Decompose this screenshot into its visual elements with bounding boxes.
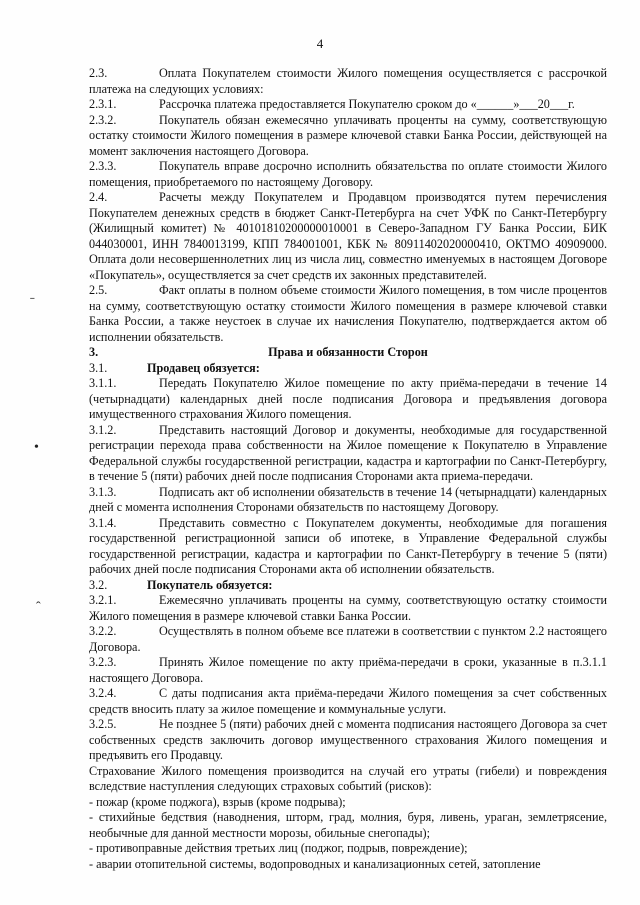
clause-text: Принять Жилое помещение по акту приёма-передачи в сроки, указанные в п.3.1.1 настоящего Договора.	[89, 655, 607, 685]
paragraph	[89, 764, 607, 795]
clause-number: 3.2.5.	[89, 717, 117, 731]
margin-mark: ˆ	[36, 600, 41, 615]
section-number: 3.	[89, 345, 99, 359]
list-item	[89, 841, 607, 857]
paragraph	[89, 66, 607, 97]
clause-number: 2.4.	[89, 190, 108, 204]
paragraph	[89, 283, 607, 345]
paragraph	[89, 593, 607, 624]
list-item	[89, 857, 607, 873]
clause-number: 3.1.1.	[89, 376, 117, 390]
margin-mark: •	[34, 440, 39, 455]
clause-text: Подписать акт об исполнении обязательств в течение 14 (четырнадцати) календарных дней с момента исполнения Сторонами обязательств по настоящему Договору.	[89, 484, 607, 514]
paragraph	[89, 655, 607, 686]
clause-text: Передать Покупателю Жилое помещение по акту приёма-передачи в течение 14 (четырнадцати) календарных дней после подписания Договора и предъявления договора имущественного страхования Жилого помещения.	[89, 376, 607, 421]
risk-item: - аварии отопительной системы, водопроводных и канализационных сетей, затопление	[89, 856, 541, 871]
subsection-heading	[89, 361, 607, 377]
clause-number: 2.5.	[89, 283, 108, 297]
clause-text: Рассрочка платежа предоставляется Покупателю сроком до «______»___20___г.	[159, 97, 575, 111]
clause-text: Расчеты между Покупателем и Продавцом производятся путем перечисления Покупателем денежных средств в бюджет Санкт-Петербурга на счет УФК по Санкт-Петербургу (Жилищный комитет) № 40101810200000010001 в Северо-Западном ГУ Банка России, БИК 044030001, ИНН 7840013199, КПП 784001001, КБК № 80911402020000410, ОКТМО 40909000. Оплата доли несовершеннолетних лиц из числа лиц, совместно именуемых в настоящем Договоре «Покупатель», осуществляется за счет средств их законных представителей.	[89, 190, 607, 282]
clause-text: Представить совместно с Покупателем документы, необходимые для погашения государственной регистрационной записи об ипотеке, в Управление Федеральной службы государственной регистрации, кадастра и картографии по Санкт-Петербургу в течение 5 (пяти) рабочих дней после подписания Сторонами акта об исполнении обязательств.	[89, 515, 607, 576]
clause-text: Покупатель обязан ежемесячно уплачивать проценты на сумму, соответствующую остатку стоимости Жилого помещения в размере ключевой ставки Банка России, действующей на момент заключения настоящего Договора.	[89, 112, 607, 158]
paragraph	[89, 516, 607, 578]
paragraph	[89, 113, 607, 160]
clause-text: Ежемесячно уплачивать проценты на сумму, соответствующую остатку стоимости Жилого помещения в размере ключевой ставки Банка России.	[89, 593, 607, 623]
clause-text: С даты подписания акта приёма-передачи Жилого помещения за счет собственных средств вносить плату за жилое помещение и коммунальные услуги.	[89, 686, 607, 716]
paragraph	[89, 423, 607, 485]
clause-text: Осуществлять в полном объеме все платежи в соответствии с пунктом 2.2 настоящего Договора.	[89, 624, 607, 654]
insurance-intro-text: Страхование Жилого помещения производится на случай его утраты (гибели) и повреждения вследствие наступления следующих страховых событий (рисков):	[89, 763, 607, 793]
paragraph	[89, 624, 607, 655]
paragraph	[89, 485, 607, 516]
margin-mark: ˗	[30, 290, 35, 305]
paragraph	[89, 190, 607, 283]
risk-item: - противоправные действия третьих лиц (поджог, подрыв, повреждение);	[89, 841, 468, 855]
subsection-title: Продавец обязуется:	[147, 360, 260, 375]
paragraph	[89, 159, 607, 190]
clause-text: Факт оплаты в полном объеме стоимости Жилого помещения, в том числе процентов на сумму, соответствующую остатку стоимости Жилого помещения в размере ключевой ставки Банка России, а также неустоек в случае их начисления Покупателю, подтверждается актом об исполнении обязательств.	[89, 283, 607, 344]
clause-number: 3.1.	[89, 360, 108, 375]
page-number: 4	[316, 36, 324, 51]
clause-text: Оплата Покупателем стоимости Жилого помещения осуществляется с рассрочкой платежа на следующих условиях:	[89, 66, 607, 96]
section-title: Права и обязанности Сторон	[268, 345, 428, 359]
clause-number: 3.1.3.	[89, 484, 117, 499]
subsection-title: Покупатель обязуется:	[147, 577, 273, 592]
risk-item: - пожар (кроме поджога), взрыв (кроме подрыва);	[89, 794, 346, 809]
clause-number: 3.1.4.	[89, 515, 117, 530]
paragraph	[89, 97, 607, 113]
clause-number: 3.2.	[89, 577, 108, 592]
clause-number: 3.2.4.	[89, 686, 117, 700]
risk-item: - стихийные бедствия (наводнения, шторм, град, молния, буря, ливень, ураган, землетрясение, необычные для данной местности морозы, обильные снегопады);	[89, 810, 607, 840]
document-body	[89, 66, 607, 872]
clause-number: 2.3.	[89, 66, 108, 80]
clause-number: 2.3.2.	[89, 112, 117, 127]
list-item	[89, 795, 607, 811]
clause-number: 3.2.2.	[89, 624, 117, 638]
clause-number: 3.2.1.	[89, 593, 117, 607]
clause-text: Представить настоящий Договор и документы, необходимые для государственной регистрации перехода права собственности на Жилое помещение к Покупателю в Управление Федеральной службы государственной регистрации, кадастра и картографии по Санкт-Петербургу, в течение 5 (пяти) рабочих дней после подписания Сторонами акта приема-передачи.	[89, 422, 607, 483]
paragraph	[89, 376, 607, 423]
clause-number: 3.2.3.	[89, 655, 117, 669]
clause-text: Не позднее 5 (пяти) рабочих дней с момента подписания настоящего Договора за счет собственных средств заключить договор имущественного страхования Жилого помещения и предъявить его Продавцу.	[89, 717, 607, 762]
paragraph	[89, 686, 607, 717]
clause-number: 3.1.2.	[89, 422, 117, 437]
paragraph	[89, 717, 607, 764]
clause-text: Покупатель вправе досрочно исполнить обязательства по оплате стоимости Жилого помещения, приобретаемого по настоящему Договору.	[89, 159, 607, 189]
subsection-heading	[89, 578, 607, 594]
section-heading	[89, 345, 607, 361]
list-item	[89, 810, 607, 841]
clause-number: 2.3.1.	[89, 97, 117, 111]
clause-number: 2.3.3.	[89, 159, 117, 173]
